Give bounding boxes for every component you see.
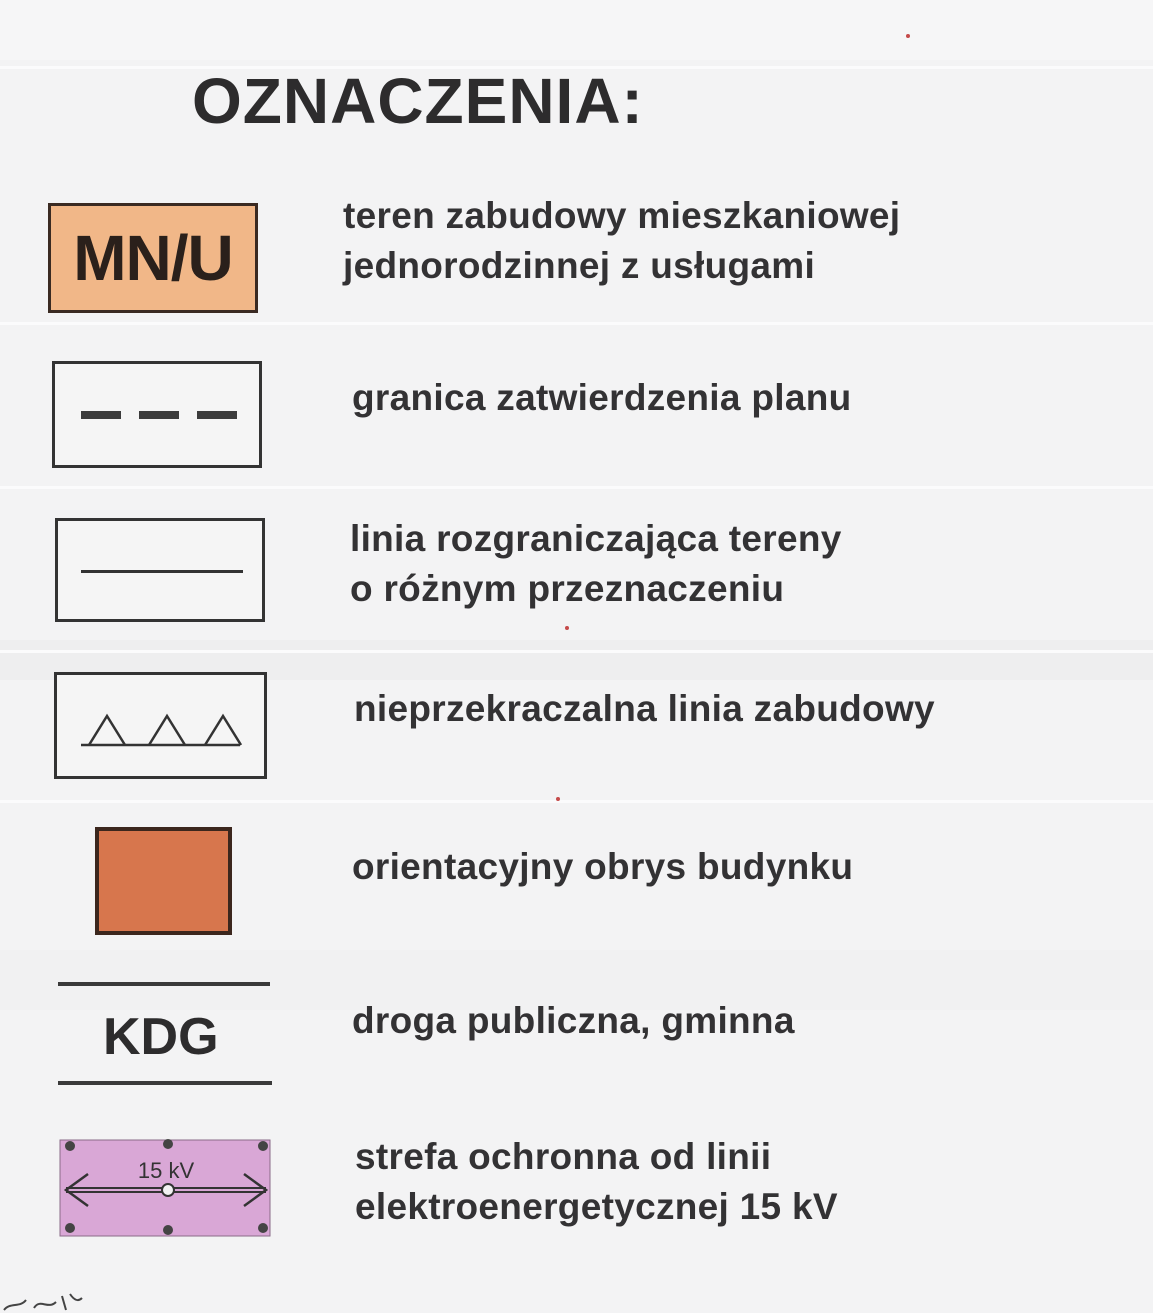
road-code: KDG (103, 1008, 219, 1066)
power-line-zone-symbol (58, 1136, 274, 1240)
label-line: nieprzekraczalna linia zabudowy (354, 688, 935, 729)
mnu-code: MN/U (73, 222, 233, 294)
road-edge-bottom (58, 1081, 272, 1085)
dashed-boundary-symbol (52, 361, 262, 468)
scan-band (0, 800, 1153, 803)
label-line: teren zabudowy mieszkaniowej (343, 195, 901, 236)
handwritten-mark (0, 1280, 90, 1313)
label-line: o różnym przeznaczeniu (350, 568, 785, 609)
label-line: orientacyjny obrys budynku (352, 846, 854, 887)
solid-line (81, 570, 243, 573)
dashed-line (81, 411, 239, 419)
scan-band (0, 486, 1153, 489)
legend-label-building-line (354, 684, 935, 734)
scan-speck (906, 34, 910, 38)
legend-label-road (352, 996, 795, 1046)
legend-label-building-outline (352, 842, 853, 892)
scan-speck (565, 626, 569, 630)
legend-label-boundary (352, 373, 852, 423)
mnu-zone-symbol (48, 203, 258, 313)
label-line: strefa ochronna od linii (355, 1136, 772, 1177)
power-line-icon (58, 1136, 274, 1240)
triangles-line-icon (57, 675, 264, 776)
scan-band (0, 322, 1153, 325)
label-line: elektroenergetycznej 15 kV (355, 1186, 838, 1227)
legend-label-dividing-line (350, 514, 842, 614)
building-line-triangles-symbol (54, 672, 267, 779)
legend-label-power-zone (355, 1132, 838, 1232)
zone-voltage-label: 15 kV (137, 1158, 195, 1183)
solid-line-symbol (55, 518, 265, 622)
scan-band (0, 650, 1153, 653)
label-line: droga publiczna, gminna (352, 1000, 795, 1041)
road-edge-top (58, 982, 270, 986)
legend-label-mnu (343, 191, 900, 291)
label-line: linia rozgraniczająca tereny (350, 518, 842, 559)
label-line: jednorodzinnej z usługami (343, 245, 816, 286)
building-outline-symbol (95, 827, 232, 935)
scan-speck (556, 797, 560, 801)
label-line: granica zatwierdzenia planu (352, 377, 852, 418)
legend-title: OZNACZENIA: (192, 65, 644, 137)
